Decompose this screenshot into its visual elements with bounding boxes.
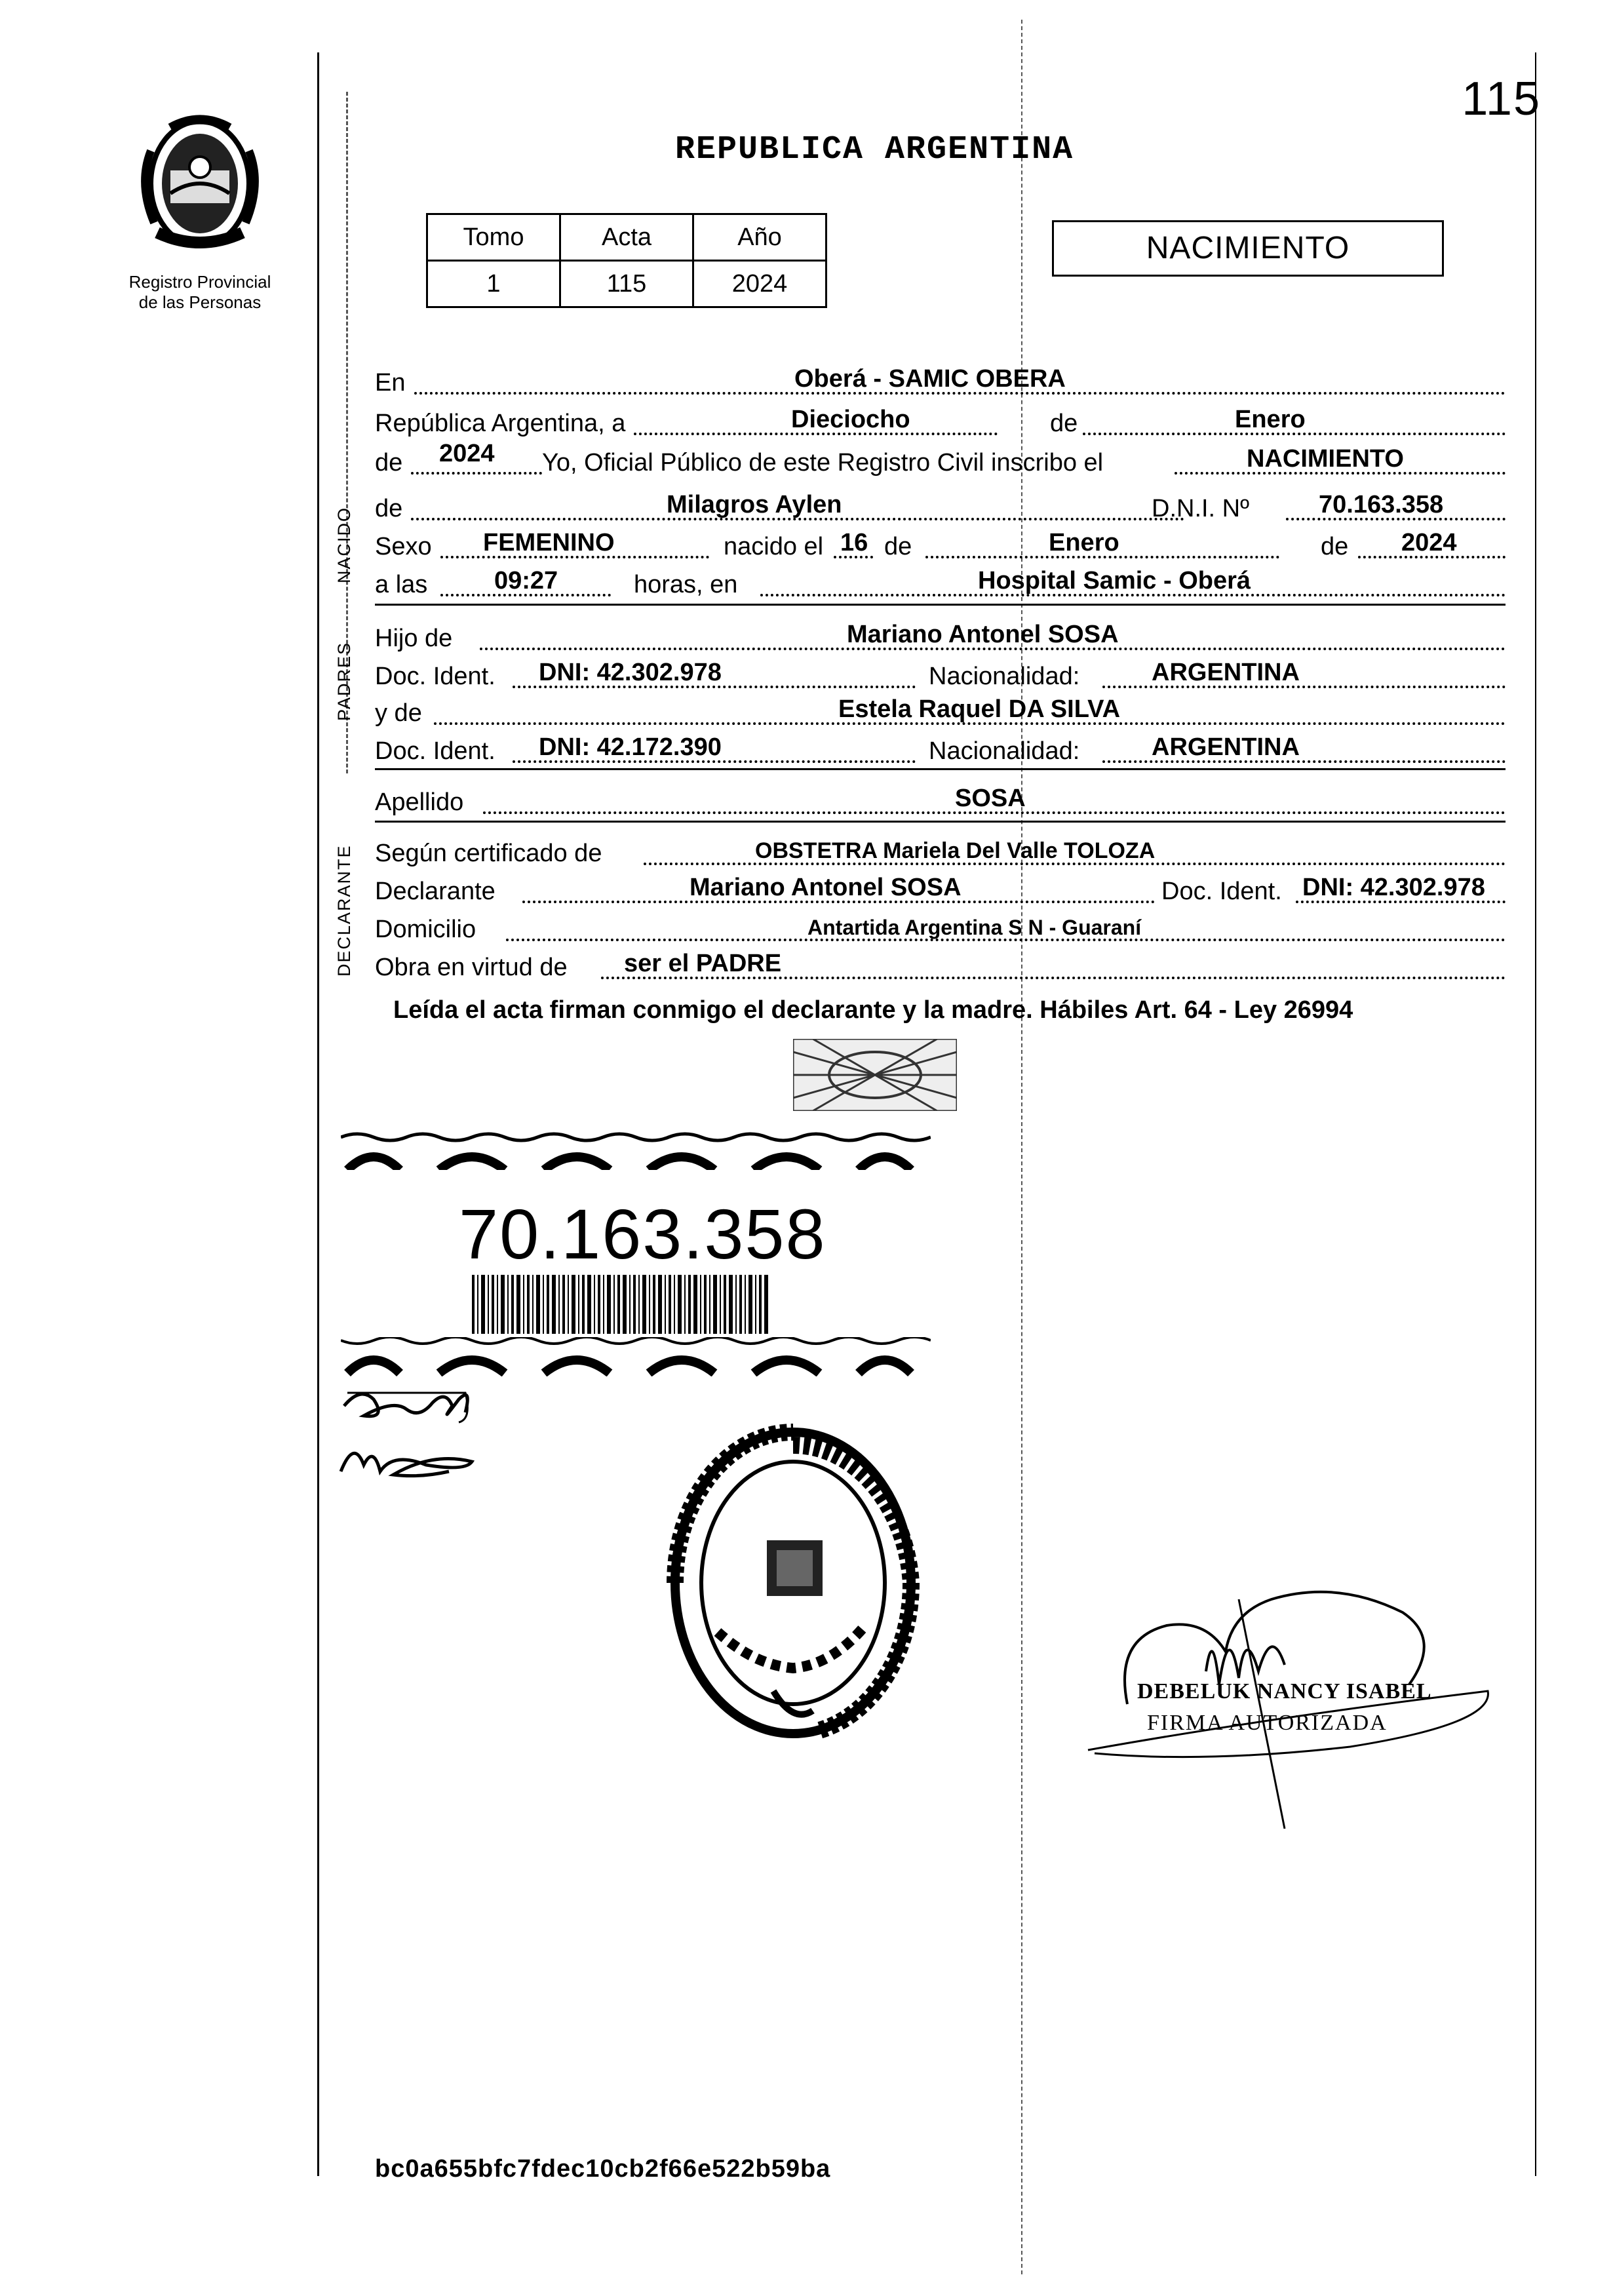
row-en	[375, 360, 1506, 400]
document-hash: bc0a655bfc7fdec10cb2f66e522b59ba	[375, 2155, 831, 2183]
value-en: Oberá - SAMIC OBERA	[794, 365, 1066, 393]
security-pattern-bottom	[341, 1337, 931, 1376]
label-y-de: y de	[375, 699, 422, 727]
row-sexo	[375, 524, 1506, 564]
row-nombre	[375, 486, 1506, 526]
registry-table	[426, 213, 827, 308]
value-sexo: FEMENINO	[483, 529, 615, 556]
label-declarante: Declarante	[375, 878, 496, 905]
registrar-signature-icon	[334, 1380, 485, 1498]
hologram-seal-icon	[793, 1039, 957, 1111]
value-domicilio: Antartida Argentina S N - Guaraní	[807, 916, 1142, 939]
logo-caption-line1: Registro Provincial	[128, 272, 271, 292]
value-declarante-doc: DNI: 42.302.978	[1302, 874, 1485, 901]
document-title: REPUBLICA ARGENTINA	[675, 131, 1074, 168]
label-de-year: de	[375, 449, 403, 477]
row-certificado	[375, 831, 1506, 870]
label-mother-nat: Nacionalidad:	[929, 737, 1080, 765]
label-dni: D.N.I. Nº	[1152, 495, 1249, 522]
left-margin-line	[317, 52, 319, 2176]
value-mother-name: Estela Raquel DA SILVA	[838, 695, 1121, 723]
barcode-icon	[472, 1275, 770, 1334]
value-father-nat: ARGENTINA	[1152, 659, 1300, 686]
label-de-name: de	[375, 495, 403, 522]
label-en: En	[375, 369, 406, 397]
separator-apellido	[375, 821, 1506, 823]
row-padre	[375, 616, 1506, 655]
row-apellido	[375, 780, 1506, 819]
registry-value-tomo: 1	[427, 261, 560, 307]
registry-header-ano: Año	[693, 214, 826, 261]
registry-value-acta: 115	[560, 261, 693, 307]
provincial-logo	[111, 111, 288, 313]
value-certificado: OBSTETRA Mariela Del Valle TOLOZA	[755, 838, 1156, 863]
label-sexo: Sexo	[375, 533, 432, 560]
row-obra	[375, 945, 1506, 984]
label-nacido-el: nacido el	[724, 533, 824, 560]
right-margin-line	[1535, 52, 1536, 2176]
label-de-month: de	[1050, 410, 1078, 437]
row-hora	[375, 562, 1506, 602]
label-birth-de2: de	[1321, 533, 1349, 560]
value-apellido: SOSA	[955, 785, 1026, 812]
separator-padres	[375, 768, 1506, 770]
section-label-padres: PADRES	[334, 641, 354, 721]
label-obra: Obra en virtud de	[375, 954, 568, 981]
value-inscribo: NACIMIENTO	[1247, 445, 1404, 473]
security-pattern-top	[341, 1131, 931, 1170]
label-certificado: Según certificado de	[375, 840, 602, 867]
value-declarante: Mariano Antonel SOSA	[690, 874, 962, 901]
label-declarante-doc: Doc. Ident.	[1161, 878, 1282, 905]
label-father-nat: Nacionalidad:	[929, 663, 1080, 690]
label-hijo-de: Hijo de	[375, 625, 453, 652]
row-padre-doc	[375, 654, 1506, 693]
official-title: FIRMA AUTORIZADA	[1147, 1711, 1388, 1735]
label-horas-en: horas, en	[634, 571, 738, 598]
logo-caption	[111, 272, 288, 313]
fold-line-center	[1021, 20, 1022, 2274]
official-name: DEBELUK NANCY ISABEL	[1137, 1679, 1432, 1703]
value-birth-month: Enero	[1049, 529, 1119, 556]
value-year: 2024	[439, 440, 495, 467]
registry-header-acta: Acta	[560, 214, 693, 261]
value-month: Enero	[1235, 406, 1306, 433]
value-birth-year: 2024	[1401, 529, 1457, 556]
row-declarante	[375, 869, 1506, 908]
value-father-doc: DNI: 42.302.978	[539, 659, 722, 686]
record-type-box: NACIMIENTO	[1052, 220, 1444, 277]
separator-nacido	[375, 604, 1506, 606]
row-fecha	[375, 401, 1506, 440]
value-place: Hospital Samic - Oberá	[978, 567, 1251, 594]
value-hora: 09:27	[494, 567, 558, 594]
barcode-number: 70.163.358	[459, 1194, 826, 1274]
logo-caption-line2: de las Personas	[138, 292, 262, 312]
value-mother-nat: ARGENTINA	[1152, 733, 1300, 761]
value-name: Milagros Aylen	[667, 491, 842, 518]
section-label-declarante: DECLARANTE	[334, 844, 354, 977]
label-mother-doc: Doc. Ident.	[375, 737, 496, 765]
value-dni: 70.163.358	[1319, 491, 1444, 518]
value-obra: ser el PADRE	[624, 950, 782, 977]
label-father-doc: Doc. Ident.	[375, 663, 496, 690]
label-domicilio: Domicilio	[375, 916, 476, 943]
value-father-name: Mariano Antonel SOSA	[847, 621, 1119, 648]
value-mother-doc: DNI: 42.172.390	[539, 733, 722, 761]
label-a-las: a las	[375, 571, 428, 598]
value-day: Dieciocho	[791, 406, 910, 433]
registry-value-ano: 2024	[693, 261, 826, 307]
label-birth-de1: de	[884, 533, 912, 560]
label-republica: República Argentina, a	[375, 410, 626, 437]
row-inscribo	[375, 440, 1506, 480]
label-inscribo: Yo, Oficial Público de este Registro Civil inscribo el	[542, 449, 1104, 477]
value-birth-day: 16	[840, 529, 868, 556]
coat-of-arms-icon	[125, 111, 275, 262]
row-domicilio	[375, 907, 1506, 946]
section-label-nacido: NACIDO	[334, 506, 354, 583]
registry-header-tomo: Tomo	[427, 214, 560, 261]
closing-text: Leída el acta firman conmigo el declarante y la madre. Hábiles Art. 64 - Ley 26994	[393, 996, 1353, 1024]
label-apellido: Apellido	[375, 788, 464, 816]
row-madre-doc	[375, 729, 1506, 768]
row-madre	[375, 691, 1506, 730]
official-stamp-icon	[655, 1416, 937, 1770]
page-number: 115	[1462, 73, 1541, 125]
